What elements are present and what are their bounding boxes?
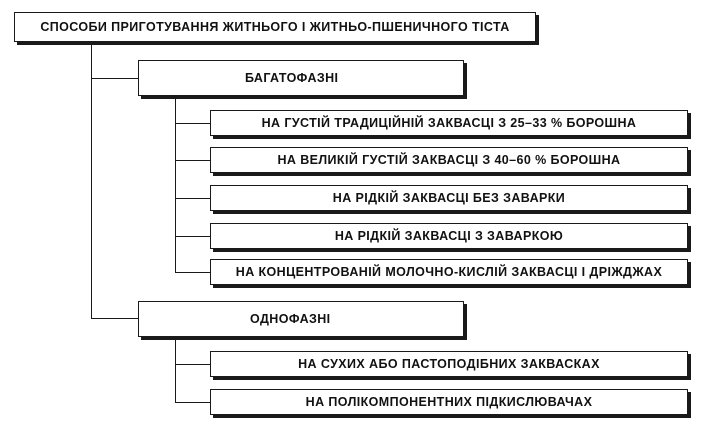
method-label: НА ГУСТІЙ ТРАДИЦІЙНІЙ ЗАКВАСЦІ З 25–33 % БОРОШНА [261, 116, 637, 130]
method-box [210, 223, 688, 249]
connector-group-2-trunk [175, 337, 176, 402]
connector-group-1-item-5 [175, 272, 210, 273]
group-box-multiphase [138, 60, 464, 96]
method-box [210, 185, 688, 211]
connector-root-to-group-2 [91, 318, 138, 319]
method-box [210, 147, 688, 173]
group-label: ОДНОФАЗНІ [250, 312, 331, 326]
method-box [210, 110, 688, 136]
root-title: СПОСОБИ ПРИГОТУВАННЯ ЖИТНЬОГО І ЖИТНЬО-ПШЕНИЧНОГО ТІСТА [40, 20, 510, 34]
method-label: НА РІДКІЙ ЗАКВАСЦІ З ЗАВАРКОЮ [334, 229, 564, 243]
connector-group-2-item-1 [175, 364, 210, 365]
connector-root-to-group-1 [91, 78, 138, 79]
connector-group-1-item-2 [175, 160, 210, 161]
connector-group-1-item-4 [175, 236, 210, 237]
connector-root-trunk [91, 42, 92, 318]
method-label: НА КОНЦЕНТРОВАНІЙ МОЛОЧНО-КИСЛІЙ ЗАКВАСЦІ І ДРІЖДЖАХ [235, 265, 663, 279]
connector-group-1-item-3 [175, 198, 210, 199]
method-label: НА РІДКІЙ ЗАКВАСЦІ БЕЗ ЗАВАРКИ [332, 191, 566, 205]
group-box-single-phase [138, 301, 464, 337]
connector-group-2-item-2 [175, 402, 210, 403]
method-label: НА ПОЛІКОМПОНЕНТНИХ ПІДКИСЛЮВАЧАХ [305, 395, 593, 409]
method-box [210, 389, 688, 415]
method-box [210, 259, 688, 285]
method-label: НА СУХИХ АБО ПАСТОПОДІБНИХ ЗАКВАСКАХ [298, 357, 600, 371]
method-label: НА ВЕЛИКІЙ ГУСТІЙ ЗАКВАСЦІ З 40–60 % БОРОШНА [277, 153, 621, 167]
root-box [14, 12, 536, 42]
group-label: БАГАТОФАЗНІ [245, 71, 339, 85]
method-box [210, 351, 688, 377]
connector-group-1-item-1 [175, 123, 210, 124]
